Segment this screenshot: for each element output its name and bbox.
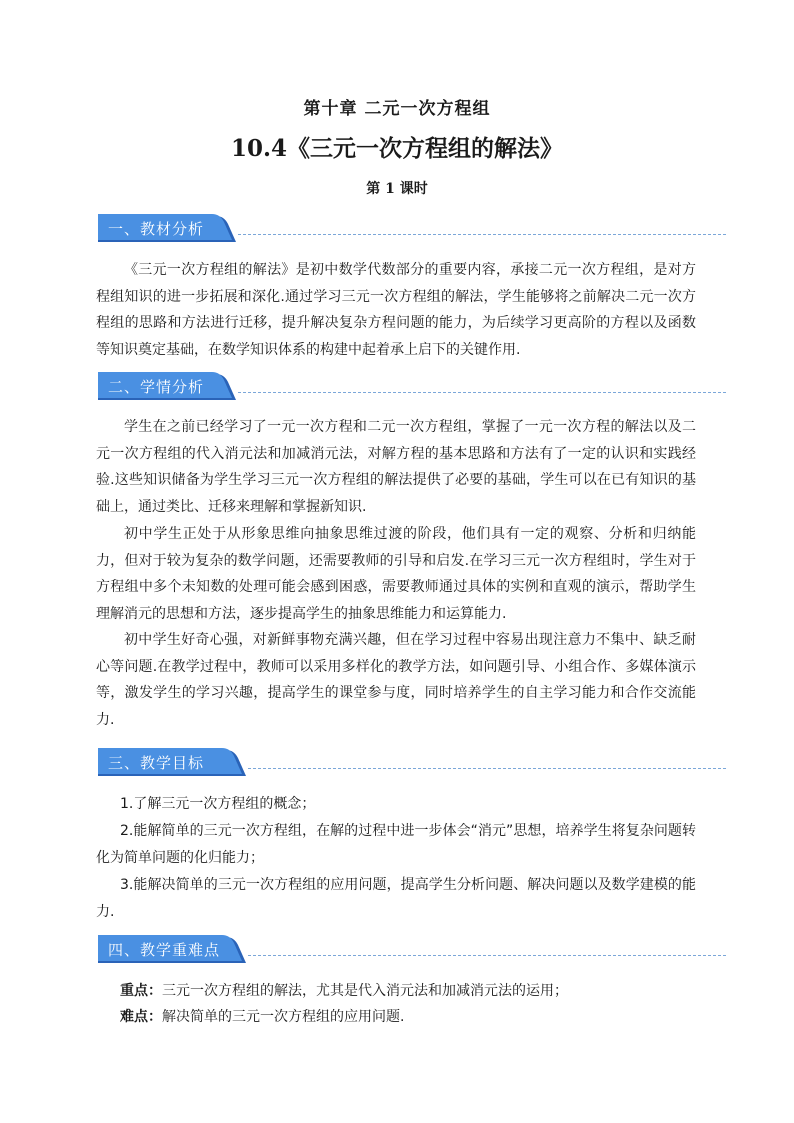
key-point-text: 三元一次方程组的解法，尤其是代入消元法和加减消元法的运用； xyxy=(162,983,568,999)
lesson-title: 10.4《三元一次方程组的解法》 xyxy=(230,135,564,162)
lesson-period: 第 1 课时 xyxy=(366,181,428,197)
section-label: 四、教学重难点 xyxy=(108,941,221,959)
section-divider xyxy=(248,955,726,956)
section-divider xyxy=(248,768,726,769)
paragraph: 学生在之前已经学习了一元一次方程和二元一次方程组，掌握了一元一次方程的解法以及二元一次方程组的代入消元法和加减消元法，对解方程的基本思路和方法有了一定的认识和实践经验.这些知识储备为学生学习三元一次方程组的解法提供了必要的基础，学生可以在已有知识的基础上，通过类比、迁移来理解和掌握新知识. xyxy=(96,419,696,515)
paragraph: 《三元一次方程组的解法》是初中数学代数部分的重要内容，承接二元一次方程组，是对方程组知识的进一步拓展和深化.通过学习三元一次方程组的解法，学生能够将之前解决二元一次方程组的思路和方法进行迁移，提升解决复杂方程问题的能力，为后续学习更高阶的方程以及函数等知识奠定基础，在数学知识体系的构建中起着承上启下的关键作用. xyxy=(96,262,696,358)
paragraph: 初中学生正处于从形象思维向抽象思维过渡的阶段，他们具有一定的观察、分析和归纳能力，但对于较为复杂的数学问题，还需要教师的引导和启发.在学习三元一次方程组时，学生对于方程组中多个未知数的处理可能会感到困惑，需要教师通过具体的实例和直观的演示，帮助学生理解消元的思想和方法，逐步提高学生的抽象思维能力和运算能力. xyxy=(96,526,696,622)
key-point xyxy=(120,978,700,1004)
section-label: 一、教材分析 xyxy=(108,220,205,238)
section-header-textbook-analysis xyxy=(98,214,726,244)
objective-item: 2.能解简单的三元一次方程组，在解的过程中进一步体会“消元”思想，培养学生将复杂问题转化为简单问题的化归能力； xyxy=(96,823,696,866)
section-divider xyxy=(238,392,726,393)
section-tab xyxy=(98,214,236,242)
difficult-point-label: 难点： xyxy=(120,1009,162,1025)
difficult-point xyxy=(120,1004,700,1030)
section-header-key-difficult-points xyxy=(98,935,726,965)
difficult-point-text: 解决简单的三元一次方程组的应用问题. xyxy=(162,1009,405,1025)
paragraph: 初中学生好奇心强，对新鲜事物充满兴趣，但在学习过程中容易出现注意力不集中、缺乏耐心等问题.在教学过程中，教师可以采用多样化的教学方法，如问题引导、小组合作、多媒体演示等，激发学生的学习兴趣，提高学生的课堂参与度，同时培养学生的自主学习能力和合作交流能力. xyxy=(96,632,696,728)
section-tab xyxy=(98,935,236,963)
section-divider xyxy=(238,234,726,235)
chapter-title: 第十章 二元一次方程组 xyxy=(303,99,491,119)
objective-item: 1.了解三元一次方程组的概念； xyxy=(120,796,316,812)
section-header-learner-analysis xyxy=(98,372,726,402)
section-label: 二、学情分析 xyxy=(108,378,205,396)
section-label: 三、教学目标 xyxy=(108,754,205,772)
objective-item: 3.能解决简单的三元一次方程组的应用问题，提高学生分析问题、解决问题以及数学建模的能力. xyxy=(96,877,696,920)
section-header-teaching-objectives xyxy=(98,748,726,778)
key-point-label: 重点： xyxy=(120,983,162,999)
section-tab xyxy=(98,748,236,776)
section-tab xyxy=(98,372,236,400)
